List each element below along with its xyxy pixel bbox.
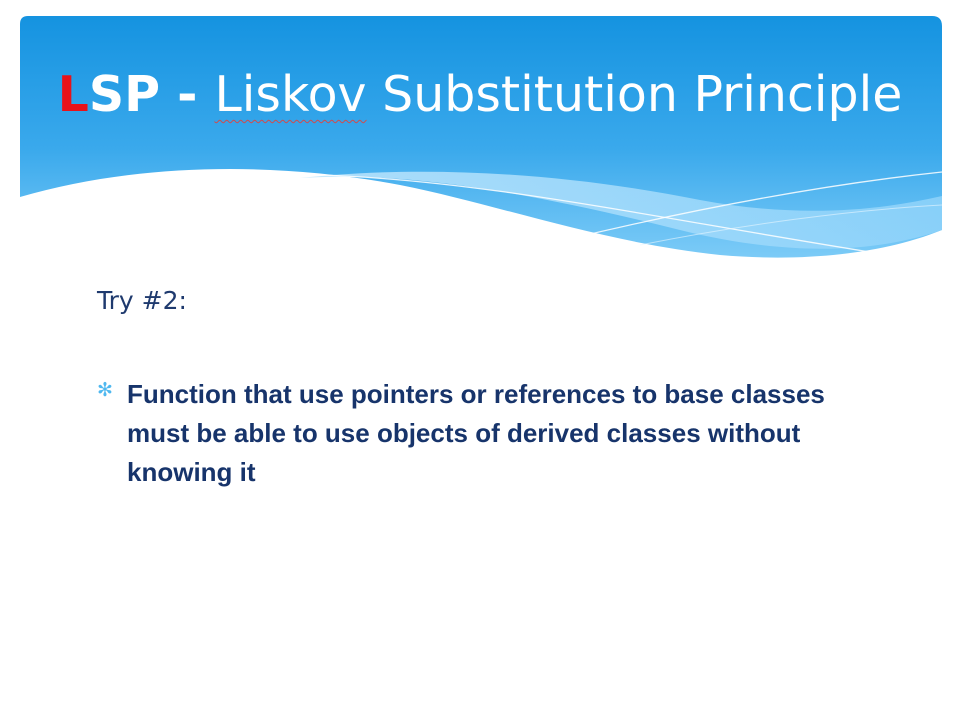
title-initial-letter: L: [57, 66, 89, 123]
subheading: Try #2:: [97, 286, 187, 315]
asterisk-bullet-icon: ✻: [97, 380, 113, 401]
title-acronym-rest: SP: [88, 66, 161, 123]
title-separator: -: [160, 66, 215, 123]
title-name-first: Liskov: [214, 66, 367, 123]
title-name-rest: Substitution Principle: [366, 66, 903, 123]
bullet-text: Function that use pointers or references to base classes must be able to use objects of derived classes without knowing it: [127, 379, 825, 487]
header-banner: [0, 0, 960, 270]
slide-content: [97, 283, 897, 487]
slide-title: [0, 62, 960, 128]
